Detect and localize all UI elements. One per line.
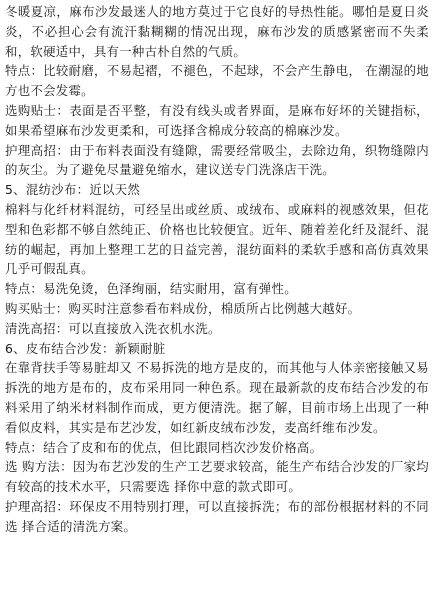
care-tips-paragraph: 护理高招：环保皮不用特别打理，可以直接拆洗；布的部份根据材料的不同选 择合适的清洗方案。	[5, 498, 429, 534]
buying-tips-paragraph: 选购贴士：表面是否平整，有没有线头或者界面，是麻布好坏的关键指标，如果希望麻布沙发更柔和，可选择含棉成分较高的棉麻沙发。	[5, 102, 429, 138]
buying-method-paragraph: 选 购方法：因为布艺沙发的生产工艺要求较高，能生产布结合沙发的厂家均有较高的技术水平，只需要选 择你中意的款式即可。	[5, 459, 429, 495]
buying-tips-paragraph: 购买贴士：购买时注意参看布料成份，棉质所占比例越大越好。	[5, 300, 361, 316]
leather-fabric-paragraph: 在靠背扶手等易脏却又 不易拆洗的地方是皮的，而其他与人体亲密接触又易拆洗的地方是布的，皮布采用同一种色系。现在最新款的皮布结合沙发的布料采用了纳米材料制作而成，更方便清洗。据了解，目前市场上出现了一种看似皮料，其实是布艺沙发，如红新皮绒布沙发，麦高纤维布沙发。	[5, 360, 429, 435]
intro-paragraph: 冬暖夏凉，麻布沙发最迷人的地方莫过于它良好的导热性能。哪怕是夏日炎炎，不必担心会有流汗黏糊糊的情况出现，麻布沙发的质感紧密而不失柔和，软硬适中，具有一种古朴自然的气质。	[5, 4, 429, 59]
features-paragraph: 特点：结合了皮和布的优点，但比跟同档次沙发价格高。	[5, 439, 323, 455]
section-heading-blended-fabric: 5、混纺沙布：近以天然	[5, 182, 141, 198]
care-tips-paragraph: 护理高招：由于布料表面没有缝隙，需要经常吸尘，去除边角，织物缝隙内的灰尘。为了避免尽量避免缩水，建议送专门洗涤店干洗。	[5, 142, 429, 178]
features-paragraph: 特点：易洗免烫，色泽绚丽，结实耐用，富有弹性。	[5, 281, 297, 297]
section-heading-leather-fabric: 6、皮布结合沙发：新颖耐脏	[5, 340, 166, 356]
features-paragraph: 特点：比较耐磨，不易起褶，不褪色，不起球，不会产生静电， 在潮湿的地方也不会发霉。	[5, 63, 429, 99]
blended-fabric-paragraph: 棉料与化纤材料混纺，可经呈出或丝质、或绒布、或麻料的视感效果，但花型和色彩都不够自然纯正、价格也比较便宜。近年、随着差化纤及混纤、混纺的崛起，再加上整理工艺的日益完善，混纺面料的柔软手感和高仿真效果几乎可假乱真。	[5, 201, 429, 277]
cleaning-tips-paragraph: 清洗高招：可以直接放入洗衣机水洗。	[5, 320, 221, 336]
